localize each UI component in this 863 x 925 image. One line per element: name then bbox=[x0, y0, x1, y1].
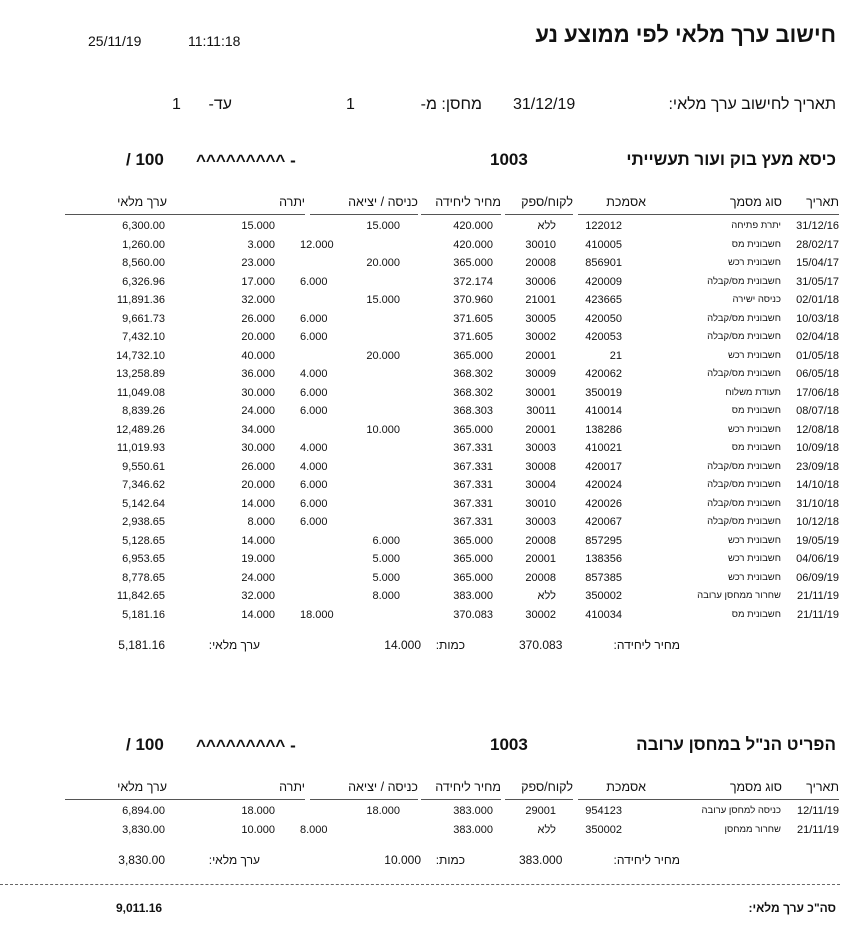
column-header-customer: לקוח/ספק bbox=[521, 195, 573, 209]
row-in-qty: 5.000 bbox=[372, 553, 400, 565]
row-out-qty: 8.000 bbox=[300, 823, 328, 836]
row-customer: 20001 bbox=[525, 349, 556, 362]
row-value: 11,049.08 bbox=[116, 386, 165, 399]
row-doc-type: חשבונית מס bbox=[731, 442, 781, 453]
header-underline bbox=[167, 214, 305, 215]
print-time: 11:11:18 bbox=[188, 33, 241, 49]
column-header-doc-type: סוג מסמך bbox=[729, 780, 782, 794]
row-doc-type: חשבונית רכש bbox=[727, 553, 781, 564]
row-balance: 26.000 bbox=[241, 460, 275, 473]
row-reference: 420053 bbox=[585, 331, 622, 343]
row-value: 11,891.36 bbox=[116, 294, 165, 306]
row-customer: 21001 bbox=[525, 294, 556, 306]
row-out-qty: 4.000 bbox=[300, 442, 328, 454]
row-customer: 30011 bbox=[526, 405, 556, 417]
row-reference: 856901 bbox=[585, 257, 622, 269]
row-value: 8,778.65 bbox=[122, 571, 165, 584]
row-date: 06/05/18 bbox=[796, 368, 839, 380]
header-underline bbox=[310, 799, 418, 800]
row-balance: 30.000 bbox=[241, 442, 275, 454]
row-date: 02/04/18 bbox=[796, 331, 839, 343]
row-balance: 8.000 bbox=[247, 516, 275, 528]
row-customer: ללא bbox=[537, 590, 556, 602]
header-underline bbox=[310, 214, 418, 215]
table-row bbox=[0, 291, 863, 309]
column-header-customer: לקוח/ספק bbox=[521, 780, 573, 794]
row-unit-price: 365.000 bbox=[453, 349, 493, 362]
row-doc-type: חשבונית מס/קבלה bbox=[707, 331, 781, 342]
row-reference: 420050 bbox=[585, 312, 622, 325]
row-balance: 19.000 bbox=[241, 553, 275, 565]
row-customer: 30008 bbox=[525, 460, 556, 473]
row-customer: 30002 bbox=[525, 608, 556, 621]
column-header-in-out: כניסה / יציאה bbox=[348, 195, 418, 209]
row-out-qty: 12.000 bbox=[300, 238, 334, 251]
row-date: 19/05/19 bbox=[796, 534, 839, 547]
row-reference: 857385 bbox=[585, 571, 622, 584]
row-value: 9,550.61 bbox=[122, 460, 165, 473]
row-reference: 138286 bbox=[585, 423, 622, 436]
column-header-ref: אסמכת bbox=[606, 195, 646, 209]
row-reference: 350002 bbox=[585, 590, 622, 602]
row-in-qty: 20.000 bbox=[366, 349, 400, 362]
warehouse-from-value: 1 bbox=[346, 96, 355, 113]
header-underline bbox=[578, 214, 646, 215]
table-row bbox=[0, 236, 863, 254]
column-header-in-out: כניסה / יציאה bbox=[348, 780, 418, 794]
row-unit-price: 383.000 bbox=[453, 805, 493, 817]
row-in-qty: 15.000 bbox=[366, 220, 400, 232]
section-title: כיסא מעץ בוק ועור תעשייתי bbox=[626, 150, 836, 169]
row-customer: 30001 bbox=[525, 386, 556, 399]
column-header-doc-type: סוג מסמך bbox=[729, 195, 782, 209]
row-customer: 30003 bbox=[525, 442, 556, 454]
print-date: 25/11/19 bbox=[88, 33, 142, 49]
row-balance: 40.000 bbox=[241, 349, 275, 362]
row-balance: 24.000 bbox=[241, 571, 275, 584]
header-underline bbox=[65, 214, 167, 215]
column-header-balance: יתרה bbox=[279, 780, 305, 794]
row-doc-type: חשבונית רכש bbox=[727, 423, 781, 435]
row-date: 28/02/17 bbox=[796, 238, 839, 251]
row-doc-type: שחרור ממחסן bbox=[724, 823, 781, 835]
row-balance: 3.000 bbox=[247, 238, 275, 251]
row-date: 21/11/19 bbox=[796, 608, 839, 621]
row-value: 9,661.73 bbox=[122, 312, 165, 325]
row-balance: 30.000 bbox=[241, 386, 275, 399]
header-underline bbox=[772, 214, 839, 215]
row-in-qty: 8.000 bbox=[372, 590, 400, 602]
row-customer: ללא bbox=[537, 823, 556, 836]
row-value: 8,839.26 bbox=[122, 405, 165, 417]
summary-value: 5,181.16 bbox=[118, 638, 165, 652]
header-underline bbox=[578, 799, 646, 800]
table-row bbox=[0, 532, 863, 550]
row-reference: 420009 bbox=[585, 275, 622, 288]
header-underline bbox=[421, 799, 501, 800]
row-balance: 24.000 bbox=[241, 405, 275, 417]
row-in-qty: 6.000 bbox=[372, 534, 400, 547]
row-out-qty: 6.000 bbox=[300, 331, 328, 343]
row-date: 12/08/18 bbox=[796, 423, 839, 436]
row-reference: 350002 bbox=[585, 823, 622, 836]
row-unit-price: 368.302 bbox=[453, 386, 493, 399]
table-row bbox=[0, 458, 863, 476]
summary-unit-price-label: מחיר ליחידה: bbox=[613, 853, 680, 867]
row-reference: 350019 bbox=[585, 386, 622, 399]
row-unit-price: 367.331 bbox=[453, 442, 493, 454]
row-unit-price: 365.000 bbox=[453, 534, 493, 547]
row-unit-price: 370.960 bbox=[453, 294, 493, 306]
row-date: 21/11/19 bbox=[796, 823, 839, 836]
row-in-qty: 20.000 bbox=[366, 257, 400, 269]
row-date: 31/12/16 bbox=[796, 220, 839, 232]
row-date: 10/03/18 bbox=[796, 312, 839, 325]
row-reference: 420067 bbox=[585, 516, 622, 528]
row-value: 11,019.93 bbox=[116, 442, 165, 454]
item-code: 1003 bbox=[490, 735, 528, 754]
table-row bbox=[0, 495, 863, 513]
header-underline bbox=[65, 799, 167, 800]
row-in-qty: 10.000 bbox=[366, 423, 400, 436]
item-barcode: - ^^^^^^^^^ bbox=[196, 151, 296, 170]
row-value: 2,938.65 bbox=[122, 516, 165, 528]
row-unit-price: 367.331 bbox=[453, 460, 493, 473]
item-code: 1003 bbox=[490, 150, 528, 169]
table-row bbox=[0, 217, 863, 235]
row-doc-type: כניסה ישירה bbox=[732, 294, 781, 305]
item-unit: 100 / bbox=[126, 150, 164, 169]
warehouse-from-label: מחסן: מ- bbox=[420, 96, 482, 113]
row-in-qty: 15.000 bbox=[366, 294, 400, 306]
row-date: 23/09/18 bbox=[796, 460, 839, 473]
row-doc-type: חשבונית רכש bbox=[727, 349, 781, 361]
row-date: 17/06/18 bbox=[796, 386, 839, 399]
header-underline bbox=[505, 799, 573, 800]
row-value: 12,489.26 bbox=[116, 423, 165, 436]
table-row bbox=[0, 347, 863, 365]
item-barcode: - ^^^^^^^^^ bbox=[196, 736, 296, 755]
table-row bbox=[0, 328, 863, 346]
header-underline bbox=[421, 214, 501, 215]
table-row bbox=[0, 254, 863, 272]
row-doc-type: חשבונית מס/קבלה bbox=[707, 275, 781, 287]
row-doc-type: תעודת משלוח bbox=[725, 386, 781, 398]
summary-value-label: ערך מלאי: bbox=[208, 638, 260, 652]
row-customer: 30010 bbox=[525, 497, 556, 510]
row-doc-type: חשבונית מס/קבלה bbox=[707, 368, 781, 379]
row-doc-type: חשבונית מס bbox=[731, 405, 781, 416]
row-date: 01/05/18 bbox=[796, 349, 839, 362]
row-reference: 420024 bbox=[585, 479, 622, 491]
total-label: סה"כ ערך מלאי: bbox=[748, 901, 836, 915]
row-customer: 30004 bbox=[525, 479, 556, 491]
row-unit-price: 365.000 bbox=[453, 571, 493, 584]
summary-qty-label: כמות: bbox=[435, 853, 465, 867]
row-unit-price: 365.000 bbox=[453, 257, 493, 269]
row-customer: 20008 bbox=[525, 571, 556, 584]
row-unit-price: 367.331 bbox=[453, 497, 493, 510]
row-unit-price: 368.303 bbox=[453, 405, 493, 417]
row-unit-price: 371.605 bbox=[453, 312, 493, 325]
row-in-qty: 18.000 bbox=[366, 805, 400, 817]
row-balance: 18.000 bbox=[241, 805, 275, 817]
row-unit-price: 383.000 bbox=[453, 590, 493, 602]
table-row bbox=[0, 476, 863, 494]
warehouse-to-label: עד- bbox=[208, 96, 232, 113]
row-customer: 30003 bbox=[525, 516, 556, 528]
row-reference: 410021 bbox=[585, 442, 622, 454]
row-value: 5,142.64 bbox=[122, 497, 165, 510]
summary-unit-price: 383.000 bbox=[519, 853, 563, 867]
table-row bbox=[0, 587, 863, 605]
row-value: 6,326.96 bbox=[122, 275, 165, 288]
row-unit-price: 367.331 bbox=[453, 479, 493, 491]
row-date: 31/10/18 bbox=[796, 497, 839, 510]
item-unit: 100 / bbox=[126, 735, 164, 754]
row-balance: 34.000 bbox=[241, 423, 275, 436]
section-title: הפריט הנ"ל במחסן ערובה bbox=[636, 735, 836, 754]
row-reference: 420017 bbox=[585, 460, 622, 473]
row-reference: 954123 bbox=[585, 805, 622, 817]
table-row bbox=[0, 384, 863, 402]
row-in-qty: 5.000 bbox=[372, 571, 400, 584]
table-row bbox=[0, 273, 863, 291]
table-row bbox=[0, 821, 863, 839]
calc-date-value: 31/12/19 bbox=[513, 96, 576, 113]
row-doc-type: חשבונית מס/קבלה bbox=[707, 516, 781, 527]
row-unit-price: 420.000 bbox=[453, 238, 493, 251]
row-date: 12/11/19 bbox=[796, 805, 839, 817]
row-doc-type: חשבונית מס bbox=[731, 238, 781, 250]
row-date: 31/05/17 bbox=[796, 275, 839, 288]
table-row bbox=[0, 402, 863, 420]
row-value: 13,258.89 bbox=[116, 368, 165, 380]
row-value: 8,560.00 bbox=[122, 257, 165, 269]
row-balance: 14.000 bbox=[241, 497, 275, 510]
row-out-qty: 6.000 bbox=[300, 275, 328, 288]
table-row bbox=[0, 802, 863, 820]
row-date: 10/09/18 bbox=[796, 442, 839, 454]
row-out-qty: 6.000 bbox=[300, 312, 328, 325]
table-row bbox=[0, 310, 863, 328]
row-out-qty: 4.000 bbox=[300, 368, 328, 380]
row-balance: 36.000 bbox=[241, 368, 275, 380]
row-customer: 20001 bbox=[525, 423, 556, 436]
row-value: 6,953.65 bbox=[122, 553, 165, 565]
row-balance: 32.000 bbox=[241, 590, 275, 602]
row-customer: 30010 bbox=[525, 238, 556, 251]
report-title: חישוב ערך מלאי לפי ממוצע נע bbox=[535, 22, 836, 47]
row-balance: 17.000 bbox=[241, 275, 275, 288]
row-customer: 30006 bbox=[525, 275, 556, 288]
row-value: 14,732.10 bbox=[116, 349, 165, 362]
table-row bbox=[0, 421, 863, 439]
header-underline bbox=[167, 799, 305, 800]
table-row bbox=[0, 513, 863, 531]
column-header-unit-price: מחיר ליחידה bbox=[435, 195, 501, 209]
row-doc-type: חשבונית מס bbox=[731, 608, 781, 620]
row-balance: 15.000 bbox=[241, 220, 275, 232]
summary-value-label: ערך מלאי: bbox=[208, 853, 260, 867]
row-reference: 122012 bbox=[585, 220, 622, 232]
row-date: 08/07/18 bbox=[796, 405, 839, 417]
row-balance: 20.000 bbox=[241, 331, 275, 343]
header-underline bbox=[772, 799, 839, 800]
column-header-date: תאריך bbox=[806, 195, 839, 209]
row-reference: 138356 bbox=[585, 553, 622, 565]
row-date: 04/06/19 bbox=[796, 553, 839, 565]
summary-unit-price: 370.083 bbox=[519, 638, 563, 652]
row-doc-type: שחרור ממחסן ערובה bbox=[697, 590, 781, 601]
row-doc-type: כניסה למחסן ערובה bbox=[701, 805, 781, 816]
row-value: 1,260.00 bbox=[122, 238, 165, 251]
row-unit-price: 383.000 bbox=[453, 823, 493, 836]
summary-qty: 14.000 bbox=[384, 638, 421, 652]
row-customer: 30009 bbox=[525, 368, 556, 380]
row-value: 7,346.62 bbox=[122, 479, 165, 491]
row-date: 21/11/19 bbox=[796, 590, 839, 602]
row-reference: 410034 bbox=[585, 608, 622, 621]
row-out-qty: 6.000 bbox=[300, 516, 328, 528]
row-date: 06/09/19 bbox=[796, 571, 839, 584]
column-header-date: תאריך bbox=[806, 780, 839, 794]
row-customer: 30002 bbox=[525, 331, 556, 343]
row-customer: 20008 bbox=[525, 534, 556, 547]
row-value: 5,181.16 bbox=[122, 608, 165, 621]
column-header-value: ערך מלאי bbox=[117, 195, 167, 209]
row-balance: 20.000 bbox=[241, 479, 275, 491]
row-unit-price: 365.000 bbox=[453, 423, 493, 436]
row-out-qty: 6.000 bbox=[300, 497, 328, 510]
table-row bbox=[0, 439, 863, 457]
row-unit-price: 368.302 bbox=[453, 368, 493, 380]
row-reference: 21 bbox=[609, 349, 622, 362]
row-reference: 423665 bbox=[585, 294, 622, 306]
summary-value: 3,830.00 bbox=[118, 853, 165, 867]
row-unit-price: 371.605 bbox=[453, 331, 493, 343]
table-row bbox=[0, 365, 863, 383]
row-balance: 32.000 bbox=[241, 294, 275, 306]
row-out-qty: 6.000 bbox=[300, 479, 328, 491]
row-customer: ללא bbox=[537, 220, 556, 232]
total-value: 9,011.16 bbox=[116, 901, 163, 915]
row-balance: 10.000 bbox=[241, 823, 275, 836]
table-row bbox=[0, 606, 863, 624]
summary-unit-price-label: מחיר ליחידה: bbox=[613, 638, 680, 652]
row-reference: 410014 bbox=[585, 405, 622, 417]
row-reference: 420062 bbox=[585, 368, 622, 380]
row-balance: 26.000 bbox=[241, 312, 275, 325]
row-unit-price: 367.331 bbox=[453, 516, 493, 528]
row-balance: 23.000 bbox=[241, 257, 275, 269]
row-doc-type: חשבונית מס/קבלה bbox=[707, 312, 781, 324]
header-underline bbox=[505, 214, 573, 215]
row-date: 10/12/18 bbox=[796, 516, 839, 528]
row-value: 7,432.10 bbox=[122, 331, 165, 343]
row-doc-type: חשבונית מס/קבלה bbox=[707, 460, 781, 472]
row-doc-type: יתרת פתיחה bbox=[731, 220, 781, 231]
summary-qty: 10.000 bbox=[384, 853, 421, 867]
row-date: 14/10/18 bbox=[796, 479, 839, 491]
row-customer: 20008 bbox=[525, 257, 556, 269]
row-out-qty: 18.000 bbox=[300, 608, 334, 621]
row-value: 6,300.00 bbox=[122, 220, 165, 232]
row-doc-type: חשבונית רכש bbox=[727, 534, 781, 546]
row-out-qty: 6.000 bbox=[300, 386, 328, 399]
row-doc-type: חשבונית מס/קבלה bbox=[707, 497, 781, 509]
column-header-ref: אסמכת bbox=[606, 780, 646, 794]
row-customer: 30005 bbox=[525, 312, 556, 325]
table-row bbox=[0, 569, 863, 587]
row-customer: 20001 bbox=[525, 553, 556, 565]
row-reference: 857295 bbox=[585, 534, 622, 547]
warehouse-to-value: 1 bbox=[172, 96, 181, 113]
row-date: 15/04/17 bbox=[796, 257, 839, 269]
row-unit-price: 420.000 bbox=[453, 220, 493, 232]
row-value: 11,842.65 bbox=[116, 590, 165, 602]
row-reference: 420026 bbox=[585, 497, 622, 510]
column-header-balance: יתרה bbox=[279, 195, 305, 209]
row-reference: 410005 bbox=[585, 238, 622, 251]
header-underline bbox=[638, 214, 782, 215]
row-balance: 14.000 bbox=[241, 608, 275, 621]
row-doc-type: חשבונית רכש bbox=[727, 571, 781, 583]
table-row bbox=[0, 550, 863, 568]
row-value: 6,894.00 bbox=[122, 805, 165, 817]
row-out-qty: 4.000 bbox=[300, 460, 328, 473]
column-header-value: ערך מלאי bbox=[117, 780, 167, 794]
row-customer: 29001 bbox=[525, 805, 556, 817]
header-underline bbox=[638, 799, 782, 800]
row-doc-type: חשבונית רכש bbox=[727, 257, 781, 268]
row-value: 5,128.65 bbox=[122, 534, 165, 547]
row-value: 3,830.00 bbox=[122, 823, 165, 836]
summary-qty-label: כמות: bbox=[435, 638, 465, 652]
total-divider bbox=[0, 884, 840, 885]
column-header-unit-price: מחיר ליחידה bbox=[435, 780, 501, 794]
row-balance: 14.000 bbox=[241, 534, 275, 547]
row-unit-price: 370.083 bbox=[453, 608, 493, 621]
row-unit-price: 372.174 bbox=[453, 275, 493, 288]
row-out-qty: 6.000 bbox=[300, 405, 328, 417]
row-date: 02/01/18 bbox=[796, 294, 839, 306]
row-doc-type: חשבונית מס/קבלה bbox=[707, 479, 781, 490]
calc-date-label: תאריך לחישוב ערך מלאי: bbox=[668, 96, 836, 113]
row-unit-price: 365.000 bbox=[453, 553, 493, 565]
